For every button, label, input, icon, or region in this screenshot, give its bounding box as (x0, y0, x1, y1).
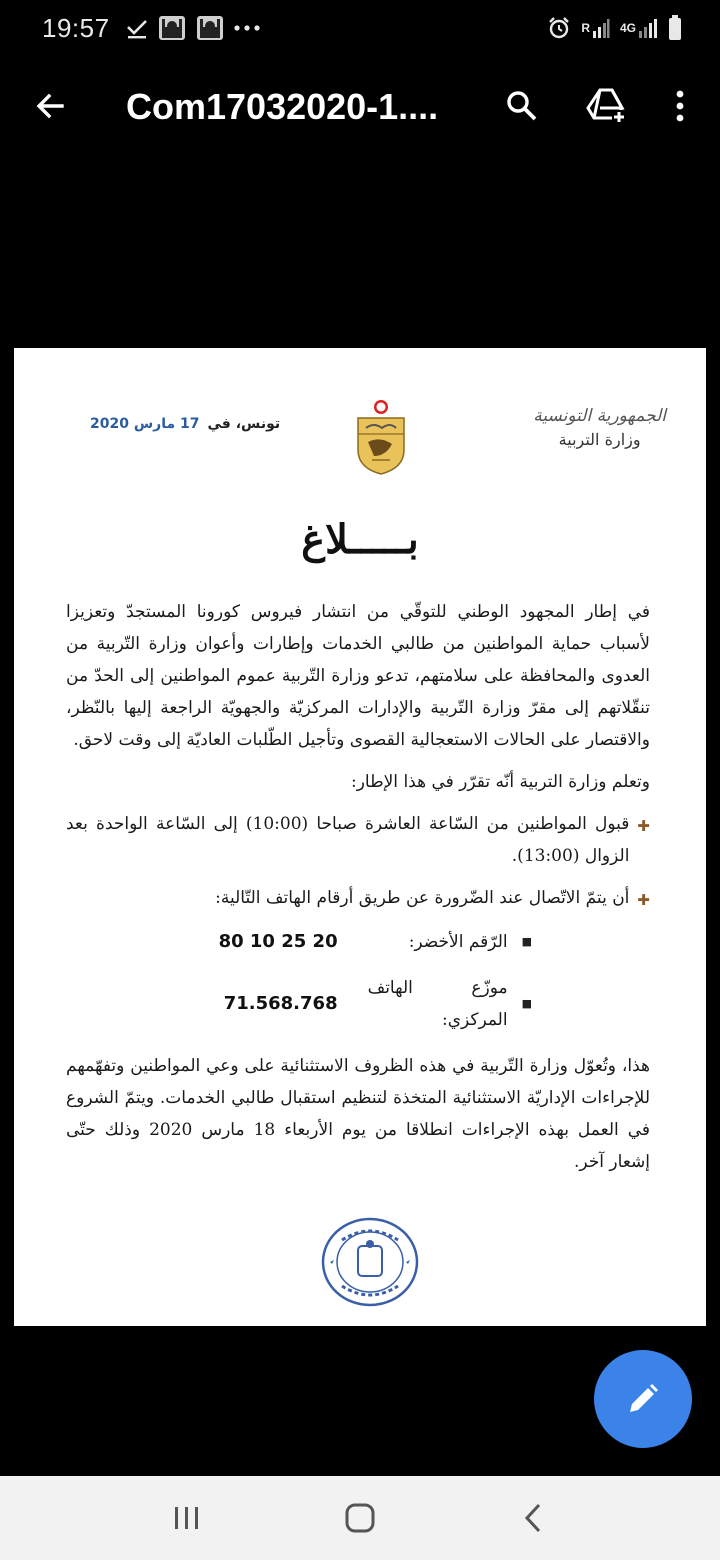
document-letterhead (14, 398, 706, 488)
more-vert-icon (675, 90, 685, 122)
document-title: Com17032020-1.... (126, 86, 439, 127)
phone-row-central (66, 972, 650, 1036)
mosque-notification-icon (196, 15, 224, 41)
add-to-drive-icon (586, 88, 626, 124)
bullet-arrow-icon: ✚ (637, 891, 650, 909)
bullet-text: أن يتمّ الاتّصال عند الضّرورة عن طريق أرقام الهاتف التّالية: (215, 888, 630, 908)
list-item (66, 808, 650, 872)
ministry-name: وزارة التربية (558, 430, 641, 449)
place-and-date (90, 416, 280, 432)
phone-label: الرّقم الأخضر: (408, 932, 508, 952)
status-notification-icons (126, 15, 260, 41)
announcement-heading: بـــــلاغ (301, 516, 419, 563)
more-dots-icon (234, 24, 260, 32)
recent-apps-button[interactable] (157, 1488, 217, 1548)
status-time: 19:57 (42, 12, 110, 43)
phone-row-green (66, 926, 650, 958)
back-icon (523, 1502, 543, 1534)
date-stamp: 17 مارس 2020 (90, 416, 200, 432)
phone-number: 71.568.768 (223, 993, 338, 1014)
add-to-drive-button[interactable] (580, 80, 632, 132)
paragraph-decision: وتعلم وزارة التربية أنّه تقرّر في هذا الإطار: (350, 772, 650, 792)
republic-name: الجمهورية التونسية (533, 406, 666, 426)
edit-fab-button[interactable] (594, 1350, 692, 1448)
phone-number: 80 10 25 20 (218, 931, 338, 952)
more-options-button[interactable] (654, 80, 706, 132)
system-navigation-bar (0, 1476, 720, 1560)
status-bar (0, 0, 720, 56)
back-button[interactable] (26, 82, 74, 130)
arrow-back-icon (34, 90, 66, 122)
search-icon (505, 89, 539, 123)
mosque-notification-icon (158, 15, 186, 41)
phone-label: موزّع الهاتف المركزي: (367, 978, 508, 1030)
square-bullet-icon: ■ (521, 997, 532, 1010)
home-button[interactable] (330, 1488, 390, 1548)
edit-pencil-icon (626, 1382, 660, 1416)
square-bullet-icon: ■ (521, 935, 532, 948)
document-page[interactable] (14, 348, 706, 1326)
home-icon (344, 1502, 376, 1534)
paragraph-intro: في إطار المجهود الوطني للتوقّي من انتشار فيروس كورونا المستجدّ وتعزيزا لأسباب حماية المواطنين من طالبي الخدمات وإطارات وأعوان وزارة التّربية من العدوى والمحافظة على سلامتهم، تدعو وزارة التّربية عموم المواطنين إلى الحدّ من تنقّلاتهم إلى مقرّ وزارة التّربية والإدارات المركزيّة والجهويّة الراجعة إليها بالنّظر، والاقتصار على الحالات الاستعجالية القصوى وتأجيل الطّلبات العاديّة إلى وقت لاحق. (66, 602, 650, 750)
signal-roaming-icon (581, 17, 610, 39)
check-icon (126, 17, 148, 39)
place-label: تونس، في (207, 416, 281, 432)
search-button[interactable] (496, 80, 548, 132)
bullet-text: قبول المواطنين من السّاعة العاشرة صباحا (10:00) إلى السّاعة الواحدة بعد الزوال (13:00). (66, 814, 630, 866)
battery-icon (668, 15, 682, 41)
app-bar (0, 64, 720, 148)
recent-apps-icon (172, 1505, 202, 1531)
signal-4g-icon (620, 17, 658, 39)
back-nav-button[interactable] (503, 1488, 563, 1548)
status-system-icons (547, 15, 682, 41)
alarm-icon (547, 16, 571, 40)
paragraph-closing: هذا، وتُعوّل وزارة التّربية في هذه الظروف الاستثنائية على وعي المواطنين وتفهّمهم للإجراءات الإداريّة الاستثنائية المتخذة لتنظيم استقبال طالبي الخدمات. ويتمّ الشروع في العمل بهذه الإجراءات انطلاقا من يوم الأربعاء 18 مارس 2020 وذلك حتّى إشعار آخر. (66, 1056, 650, 1172)
list-item (66, 882, 650, 916)
document-body (66, 596, 650, 1188)
coat-of-arms-icon (352, 398, 410, 476)
network-type-label: 4G (619, 21, 636, 35)
roaming-label: R (581, 21, 590, 35)
ministry-header (533, 406, 666, 449)
official-seal-icon (320, 1216, 420, 1308)
bullet-arrow-icon: ✚ (637, 817, 650, 835)
